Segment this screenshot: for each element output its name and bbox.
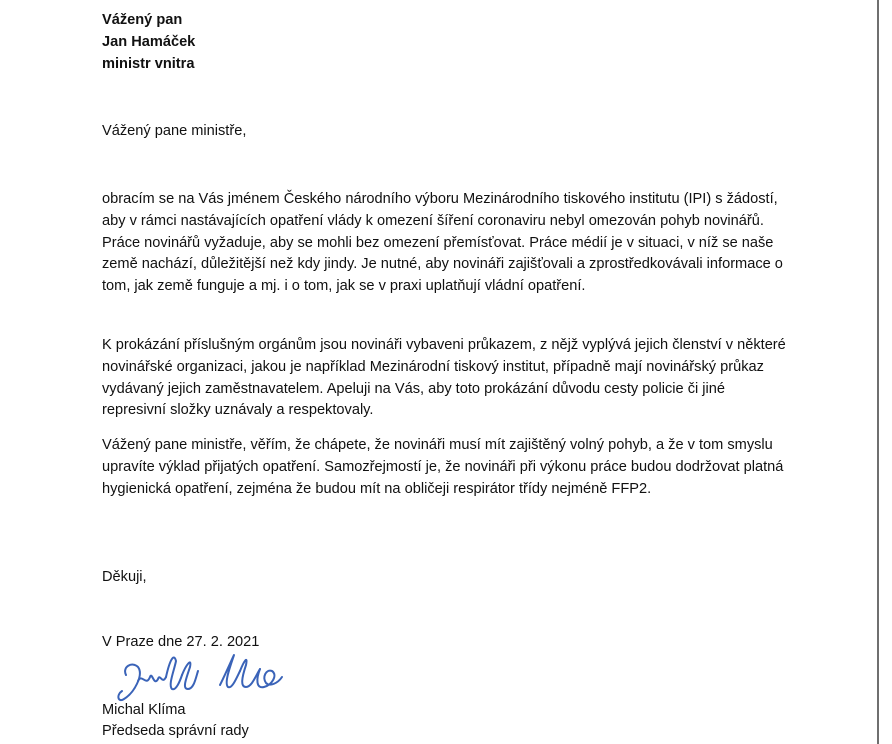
salutation: Vážený pane ministře,: [102, 123, 247, 139]
signer-role: Předseda správní rady: [102, 723, 249, 739]
paragraph-3: Vážený pane ministře, věřím, že chápete, že novináři musí mít zajištěný volný pohyb, a že v tom smyslu upravíte výklad přijatých opatření. Samozřejmostí je, že novináři při výkonu práce budou dodržovat platná hygienická opatření, zejména že budou mít na obličeji respirátor třídy nejméně FFP2.: [102, 437, 784, 497]
page-edge-divider: [877, 0, 879, 744]
signer-name: Michal Klíma: [102, 702, 186, 718]
paragraph-1: obracím se na Vás jménem Českého národního výboru Mezinárodního tiskového institutu (IPI) s žádostí, aby v rámci nastávajících opatření vlády k omezení šíření coronaviru nebyl omezován pohyb novinářů. Práce novinářů vyžaduje, aby se mohli bez omezení přemísťovat. Práce médií je v situaci, v níž se naše země nachází, důležitější než kdy jindy. Je nutné, aby novináři zajišťovali a zprostředkovávali informace o tom, jak země funguje a mj. i o tom, jak se v praxi uplatňují vládní opatření.: [102, 191, 783, 295]
addressee-greeting: Vážený pan: [102, 12, 183, 28]
addressee-name: Jan Hamáček: [102, 33, 196, 50]
paragraph-2: K prokázání příslušným orgánům jsou novináři vybaveni průkazem, z nějž vyplývá jejich členství v některé novinářské organizaci, jakou je například Mezinárodní tiskový institut, případně mají novinářský průkaz vydávaný jejich zaměstnavatelem. Apeluji na Vás, aby toto prokázání důvodu cesty policie či jiné represivní složky uznávaly a respektovaly.: [102, 337, 786, 419]
addressee-title: ministr vnitra: [102, 55, 195, 72]
place-date: V Praze dne 27. 2. 2021: [102, 634, 260, 650]
addressee-block: [102, 10, 195, 75]
handwritten-signature: [116, 651, 286, 705]
closing: Děkuji,: [102, 569, 147, 585]
